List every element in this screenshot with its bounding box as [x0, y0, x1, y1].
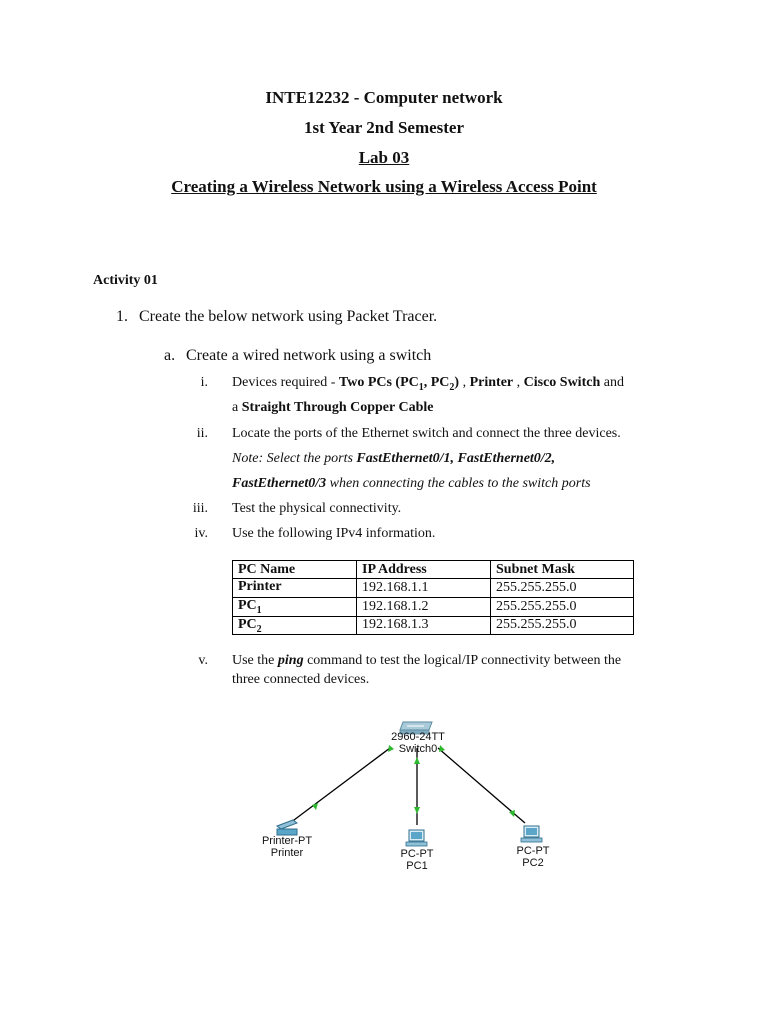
item-iii-text: Test the physical connectivity. [232, 501, 402, 516]
printer-icon [277, 820, 297, 835]
item-ii-number: ii. [196, 426, 208, 441]
switch-model-label: 2960-24TT [391, 731, 445, 743]
pc2-model-label: PC-PT [516, 845, 550, 857]
step-a-text: Create a wired network using a switch [186, 347, 432, 364]
printer-name-label: Printer [270, 847, 304, 859]
link-switch-printer [290, 748, 390, 823]
cell-subnet-mask: 255.255.255.0 [491, 616, 634, 635]
printer-model-label: Printer-PT [261, 835, 313, 847]
cell-ip-address: 192.168.1.1 [357, 579, 491, 598]
pc-icon [521, 826, 542, 842]
step-a-number: a. [164, 347, 176, 364]
pc1-name-label: PC1 [406, 860, 428, 872]
cell-ip-address: 192.168.1.3 [357, 616, 491, 635]
pc1-model-label: PC-PT [400, 848, 434, 860]
item-ii-note-line-1: Note: Select the ports FastEthernet0/1, FastEthernet0/2, [232, 451, 556, 466]
semester-label: 1st Year 2nd Semester [303, 118, 465, 137]
item-v-line-1: Use the ping command to test the logical/IP connectivity between the [232, 653, 622, 668]
cell-ip-address: 192.168.1.2 [357, 597, 491, 616]
item-i-number: i. [200, 375, 208, 390]
cell-pc-name: $PC_1$ [233, 597, 357, 616]
item-iv-number: iv. [194, 526, 208, 541]
item-v-number: v. [198, 653, 208, 668]
step-1-text: Create the below network using Packet Tracer. [139, 308, 438, 325]
cell-subnet-mask: 255.255.255.0 [491, 579, 634, 598]
port-up-icon [414, 807, 420, 814]
lab-number: Lab 03 [358, 148, 410, 167]
item-iii-number: iii. [192, 501, 208, 516]
port-up-icon [414, 757, 420, 764]
item-i-line-2: a Straight Through Copper Cable [232, 400, 434, 415]
item-ii-text: Locate the ports of the Ethernet switch and connect the three devices. [232, 426, 621, 441]
switch-name-label: Switch0 [398, 743, 438, 755]
port-up-icon [509, 810, 515, 817]
course-title: INTE12232 - Computer network [265, 88, 503, 107]
cell-pc-name: Printer [233, 579, 357, 598]
header-ip-address: IP Address [357, 561, 491, 579]
header-subnet-mask: Subnet Mask [491, 561, 634, 579]
header-pc-name: PC Name [233, 561, 357, 579]
item-i-line-1: Devices required - Two PCs ($PC_1$, $PC_2$) , Printer , Cisco Switch and [232, 375, 624, 393]
activity-title: Activity 01 [93, 273, 158, 288]
cell-subnet-mask: 255.255.255.0 [491, 597, 634, 616]
pc2-name-label: PC2 [522, 857, 544, 869]
item-v-line-2: three connected devices. [232, 672, 370, 687]
item-iv-text: Use the following IPv4 information. [232, 526, 436, 541]
step-1-number: 1. [116, 308, 128, 325]
cell-pc-name: $PC_2$ [233, 616, 357, 635]
pc-icon [406, 830, 427, 846]
item-ii-note-line-2: FastEthernet0/3 when connecting the cables to the switch ports [232, 476, 591, 491]
lab-topic: Creating a Wireless Network using a Wireless Access Point [171, 177, 597, 196]
